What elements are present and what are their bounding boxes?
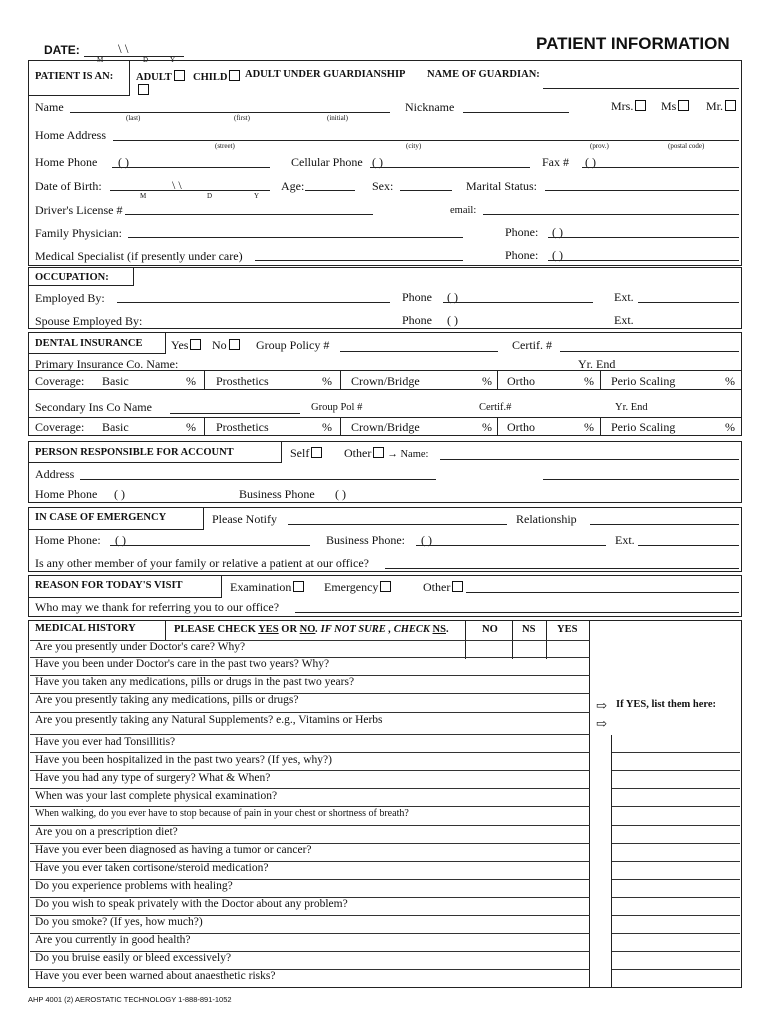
history-row-line — [30, 843, 590, 844]
date-year-label: Y — [170, 56, 176, 64]
name-last-hint: (last) — [126, 114, 141, 122]
history-row-line — [30, 825, 590, 826]
relationship-label: Relationship — [516, 512, 577, 526]
list-answer-line[interactable] — [612, 788, 740, 789]
physician-phone-paren: ( ) — [552, 225, 563, 239]
employer-phone-field[interactable] — [443, 302, 593, 303]
patient-is-label: PATIENT IS AN: — [35, 71, 114, 82]
history-row-line — [30, 693, 590, 694]
sex-label: Sex: — [372, 179, 394, 193]
emergency-business-paren: ( ) — [421, 533, 432, 547]
history-row-line — [30, 770, 590, 771]
address-street-hint: (street) — [215, 142, 235, 150]
dob-separators: \ \ — [172, 178, 182, 192]
name-first-hint: (first) — [234, 114, 250, 122]
history-row-line — [30, 969, 590, 970]
other-visit-field[interactable] — [466, 592, 739, 593]
name-initial-hint: (initial) — [327, 114, 348, 122]
relationship-field[interactable] — [590, 524, 739, 525]
list-answer-line[interactable] — [612, 969, 740, 970]
referral-field[interactable] — [295, 612, 739, 613]
fax-paren: ( ) — [585, 155, 596, 169]
list-answer-line[interactable] — [612, 825, 740, 826]
responsible-address-label: Address — [35, 467, 75, 481]
child-option[interactable]: CHILD — [193, 70, 240, 84]
prosthetics2-label: Prosthetics — [216, 420, 269, 434]
history-question: Are you on a prescription diet? — [35, 826, 178, 838]
certif-field[interactable] — [560, 351, 739, 352]
history-row-line — [30, 657, 590, 658]
other-option[interactable]: Other → Name: — [344, 446, 429, 460]
list-answer-line[interactable] — [612, 752, 740, 753]
insurance-yes-option[interactable]: Yes — [171, 339, 201, 351]
secondary-insurance-field[interactable] — [170, 413, 300, 414]
notify-label: Please Notify — [212, 512, 277, 526]
cell-phone-label: Cellular Phone — [291, 155, 363, 169]
ortho2-label: Ortho — [507, 420, 535, 434]
history-question: Have you ever had Tonsillitis? — [35, 736, 176, 748]
history-question: Have you ever been warned about anaesthetic risks? — [35, 970, 276, 982]
coverage2-label: Coverage: — [35, 420, 85, 434]
col-yes-header: YES — [557, 624, 578, 635]
date-day-label: D — [143, 56, 149, 64]
examination-option[interactable]: Examination — [230, 581, 304, 593]
nickname-label: Nickname — [405, 100, 455, 114]
prosthetics2-pct: % — [322, 420, 332, 434]
age-field[interactable] — [305, 190, 355, 191]
history-row-line — [30, 806, 590, 807]
emergency-business-field[interactable] — [416, 545, 606, 546]
crown-bridge-label: Crown/Bridge — [351, 374, 420, 388]
history-row-line — [30, 951, 590, 952]
history-row-line — [30, 915, 590, 916]
specialist-phone-field[interactable] — [548, 260, 739, 261]
coverage-label: Coverage: — [35, 374, 85, 388]
insurance-title: DENTAL INSURANCE — [35, 338, 143, 349]
history-question: Have you ever taken cortisone/steroid medication? — [35, 862, 269, 874]
list-answer-line[interactable] — [612, 770, 740, 771]
dob-label: Date of Birth: — [35, 179, 102, 193]
ortho-label: Ortho — [507, 374, 535, 388]
history-row-line — [30, 879, 590, 880]
history-question: Do you smoke? (If yes, how much?) — [35, 916, 203, 928]
name-field[interactable] — [70, 112, 390, 113]
if-yes-label: If YES, list them here: — [616, 699, 717, 710]
history-question: Are you presently under Doctor's care? Why? — [35, 641, 246, 653]
patient-section — [28, 60, 742, 266]
guardianship-option[interactable]: ADULT UNDER GUARDIANSHIP — [245, 69, 406, 80]
mrs-option[interactable]: Mrs. — [611, 100, 646, 112]
emergency-ext-field[interactable] — [638, 545, 739, 546]
history-row-line — [30, 897, 590, 898]
list-answer-line[interactable] — [612, 897, 740, 898]
history-row-line — [30, 861, 590, 862]
history-row-line — [30, 712, 590, 713]
history-question: Have you been hospitalized in the past two years? (If yes, why?) — [35, 754, 332, 766]
col-no-header: NO — [482, 624, 498, 635]
responsible-home-phone-label: Home Phone — [35, 487, 98, 501]
emergency-home-field[interactable] — [110, 545, 310, 546]
cell-phone-field[interactable] — [370, 167, 530, 168]
group-pol-label: Group Pol # — [311, 402, 363, 413]
responsible-name-field[interactable] — [440, 459, 739, 460]
responsible-home-paren: ( ) — [114, 487, 125, 501]
list-answer-line[interactable] — [612, 806, 740, 807]
history-question: Have you ever been diagnosed as having a tumor or cancer? — [35, 844, 312, 856]
perio2-label: Perio Scaling — [611, 420, 676, 434]
guardian-name-label: NAME OF GUARDIAN: — [427, 69, 540, 80]
specialist-field[interactable] — [255, 260, 463, 261]
prosthetics-pct: % — [322, 374, 332, 388]
home-phone-field[interactable] — [112, 167, 270, 168]
basic-pct: % — [186, 374, 196, 388]
ortho-pct: % — [584, 374, 594, 388]
list-answer-line[interactable] — [612, 933, 740, 934]
home-phone-label: Home Phone — [35, 155, 98, 169]
email-field[interactable] — [483, 214, 739, 215]
date-month-label: M — [97, 56, 104, 64]
employer-ext-field[interactable] — [638, 302, 739, 303]
history-question: Do you bruise easily or bleed excessively? — [35, 952, 232, 964]
perio-label: Perio Scaling — [611, 374, 676, 388]
date-label: DATE: — [44, 43, 80, 57]
spouse-ext-label: Ext. — [614, 313, 634, 327]
history-question: Have you taken any medications, pills or drugs in the past two years? — [35, 676, 355, 688]
basic2-label: Basic — [102, 420, 129, 434]
spouse-employed-label: Spouse Employed By: — [35, 314, 143, 328]
list-arrow-icon: ⇨ — [596, 716, 607, 731]
responsible-business-paren: ( ) — [335, 487, 346, 501]
history-question: Are you presently taking any Natural Supplements? e.g., Vitamins or Herbs — [35, 714, 383, 726]
home-address-field[interactable] — [113, 140, 739, 141]
list-answer-line[interactable] — [612, 879, 740, 880]
history-row-line — [30, 675, 590, 676]
secondary-insurance-label: Secondary Ins Co Name — [35, 400, 152, 414]
responsible-business-phone-label: Business Phone — [239, 487, 315, 501]
emergency-title: IN CASE OF EMERGENCY — [35, 512, 167, 523]
basic-label: Basic — [102, 374, 129, 388]
certif-label: Certif. # — [512, 338, 552, 352]
spouse-phone-label: Phone — [402, 313, 432, 327]
family-patient-question: Is any other member of your family or relative a patient at our office? — [35, 556, 369, 570]
employed-by-field[interactable] — [117, 302, 390, 303]
primary-insurance-label: Primary Insurance Co. Name: — [35, 357, 179, 371]
crown2-label: Crown/Bridge — [351, 420, 420, 434]
dob-field[interactable] — [110, 190, 270, 191]
referral-question: Who may we thank for referring you to our office? — [35, 600, 280, 614]
history-question: Are you presently taking any medications, pills or drugs? — [35, 694, 299, 706]
emergency-ext-label: Ext. — [615, 533, 635, 547]
dob-day-hint: D — [207, 192, 213, 200]
history-instruction: PLEASE CHECK YES OR NO. IF NOT SURE , CHECK NS. — [174, 624, 449, 635]
address-prov-hint: (prov.) — [590, 142, 609, 150]
sex-field[interactable] — [400, 190, 452, 191]
home-phone-paren: ( ) — [118, 155, 129, 169]
list-answer-line[interactable] — [612, 861, 740, 862]
list-answer-line[interactable] — [612, 951, 740, 952]
responsible-address-field[interactable] — [80, 479, 436, 480]
address-city-hint: (city) — [406, 142, 422, 150]
emergency-home-paren: ( ) — [115, 533, 126, 547]
basic2-pct: % — [186, 420, 196, 434]
employed-by-label: Employed By: — [35, 291, 105, 305]
nickname-field[interactable] — [463, 112, 569, 113]
emergency-business-phone-label: Business Phone: — [326, 533, 406, 547]
license-field[interactable] — [125, 214, 373, 215]
group-policy-label: Group Policy # — [256, 338, 330, 352]
adult-option[interactable]: ADULT — [136, 70, 185, 84]
footer-text: AHP 4001 (2) AEROSTATIC TECHNOLOGY 1-888-891-1052 — [28, 995, 232, 1004]
list-answer-line[interactable] — [612, 915, 740, 916]
crown-pct: % — [482, 374, 492, 388]
physician-phone-label: Phone: — [505, 225, 539, 239]
ms-option[interactable]: Ms — [661, 100, 689, 112]
emergency-home-phone-label: Home Phone: — [35, 533, 101, 547]
yr-end2-label: Yr. End — [615, 402, 648, 413]
history-question: When walking, do you ever have to stop because of pain in your chest or shortness of breath? — [35, 808, 409, 819]
guardian-name-field[interactable] — [543, 88, 739, 89]
col-ns-header: NS — [522, 624, 536, 635]
physician-phone-field[interactable] — [548, 237, 739, 238]
perio-pct: % — [725, 374, 735, 388]
history-row-line — [30, 933, 590, 934]
history-question: Do you experience problems with healing? — [35, 880, 233, 892]
family-patient-field[interactable] — [385, 568, 739, 569]
employer-ext-label: Ext. — [614, 290, 634, 304]
adult-checkbox-extra[interactable] — [138, 84, 149, 95]
address-postal-hint: (postal code) — [668, 142, 705, 150]
insurance-no-option[interactable]: No — [212, 339, 240, 351]
history-question: Have you been under Doctor's care in the past two years? Why? — [35, 658, 330, 670]
occupation-title: OCCUPATION: — [35, 272, 109, 283]
medical-history-title: MEDICAL HISTORY — [35, 623, 136, 634]
history-row-line — [30, 640, 590, 641]
group-policy-field[interactable] — [340, 351, 498, 352]
history-question: When was your last complete physical examination? — [35, 790, 278, 802]
self-option[interactable]: Self — [290, 447, 322, 459]
family-physician-label: Family Physician: — [35, 226, 122, 240]
history-question: Do you wish to speak privately with the Doctor about any problem? — [35, 898, 348, 910]
perio2-pct: % — [725, 420, 735, 434]
spouse-phone-paren: ( ) — [447, 313, 458, 327]
license-label: Driver's License # — [35, 203, 123, 217]
other-visit-option[interactable]: Other — [423, 581, 463, 593]
specialist-phone-paren: ( ) — [552, 248, 563, 262]
prosthetics-label: Prosthetics — [216, 374, 269, 388]
history-row-line — [30, 752, 590, 753]
fax-field[interactable] — [582, 167, 739, 168]
employer-phone-paren: ( ) — [447, 290, 458, 304]
home-address-label: Home Address — [35, 128, 106, 142]
marital-label: Marital Status: — [466, 179, 537, 193]
yr-end-label: Yr. End — [578, 357, 616, 371]
responsible-title: PERSON RESPONSIBLE FOR ACCOUNT — [35, 447, 234, 458]
date-separators: \ \ — [118, 41, 129, 56]
dob-year-hint: Y — [254, 192, 260, 200]
history-row-line — [30, 734, 590, 735]
notify-field[interactable] — [288, 524, 507, 525]
if-yes-arrow-icon: ⇨ — [596, 698, 607, 713]
history-question: Have you had any type of surgery? What & When? — [35, 772, 271, 784]
employer-phone-label: Phone — [402, 290, 432, 304]
specialist-phone-label: Phone: — [505, 248, 539, 262]
history-row-line — [30, 788, 590, 789]
dob-month-hint: M — [140, 192, 147, 200]
name-label: Name — [35, 100, 64, 114]
marital-field[interactable] — [545, 190, 739, 191]
fax-label: Fax # — [542, 155, 569, 169]
family-physician-field[interactable] — [128, 237, 463, 238]
age-label: Age: — [281, 179, 305, 193]
history-question: Are you currently in good health? — [35, 934, 191, 946]
mr-option[interactable]: Mr. — [706, 100, 736, 112]
emergency-option[interactable]: Emergency — [324, 581, 391, 593]
cell-phone-paren: ( ) — [372, 155, 383, 169]
specialist-label: Medical Specialist (if presently under care) — [35, 249, 243, 263]
crown2-pct: % — [482, 420, 492, 434]
certif2-label: Certif.# — [479, 402, 512, 413]
page-title: PATIENT INFORMATION — [536, 34, 730, 53]
visit-title: REASON FOR TODAY'S VISIT — [35, 580, 183, 591]
ortho2-pct: % — [584, 420, 594, 434]
email-label: email: — [450, 205, 477, 216]
list-answer-line[interactable] — [612, 843, 740, 844]
